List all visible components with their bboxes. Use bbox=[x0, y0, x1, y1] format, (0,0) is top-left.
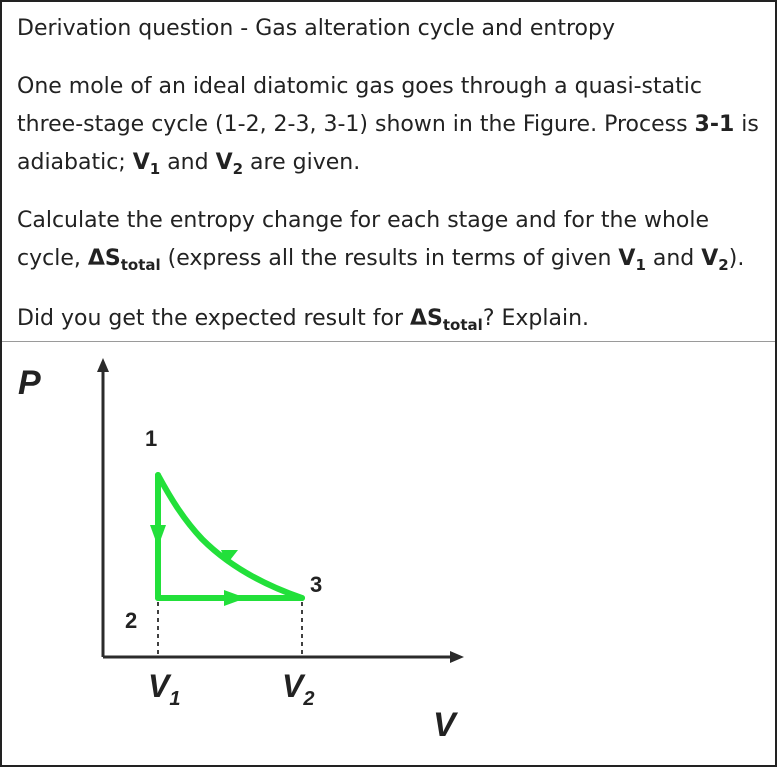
question-title: Derivation question - Gas alteration cycle and entropy bbox=[17, 16, 615, 41]
problem-statement: One mole of an ideal diatomic gas goes through a quasi-static three-stage cycle (1-2, 2-3, 3-1) shown in the Figure. Process 3-1 is adiabatic; $V_1$ and $V_2$ are given. bbox=[17, 74, 759, 178]
arrow-2-3-icon bbox=[224, 590, 246, 606]
x-axis-label: V bbox=[433, 706, 456, 744]
follow-up-question: Did you get the expected result for $\Delta S_{total}$? Explain. bbox=[17, 306, 590, 334]
process-3-1-adiabatic bbox=[158, 475, 302, 598]
task-statement: Calculate the entropy change for each stage and for the whole cycle, $\Delta S_{total}$ (express all the results in terms of given $V_1$ and $V_2$). bbox=[17, 208, 745, 274]
v2-label: $V_2$ bbox=[282, 668, 315, 710]
point-1-label: 1 bbox=[145, 426, 158, 451]
point-2-label: 2 bbox=[125, 608, 138, 633]
x-axis-arrow-icon bbox=[450, 651, 464, 663]
thermodynamic-cycle bbox=[158, 475, 302, 598]
v1-label: $V_1$ bbox=[148, 668, 181, 710]
y-axis-label: P bbox=[18, 364, 41, 402]
point-3-label: 3 bbox=[310, 572, 323, 597]
pv-diagram bbox=[2, 342, 775, 763]
y-axis-arrow-icon bbox=[97, 358, 109, 372]
arrow-1-2-icon bbox=[150, 525, 166, 547]
